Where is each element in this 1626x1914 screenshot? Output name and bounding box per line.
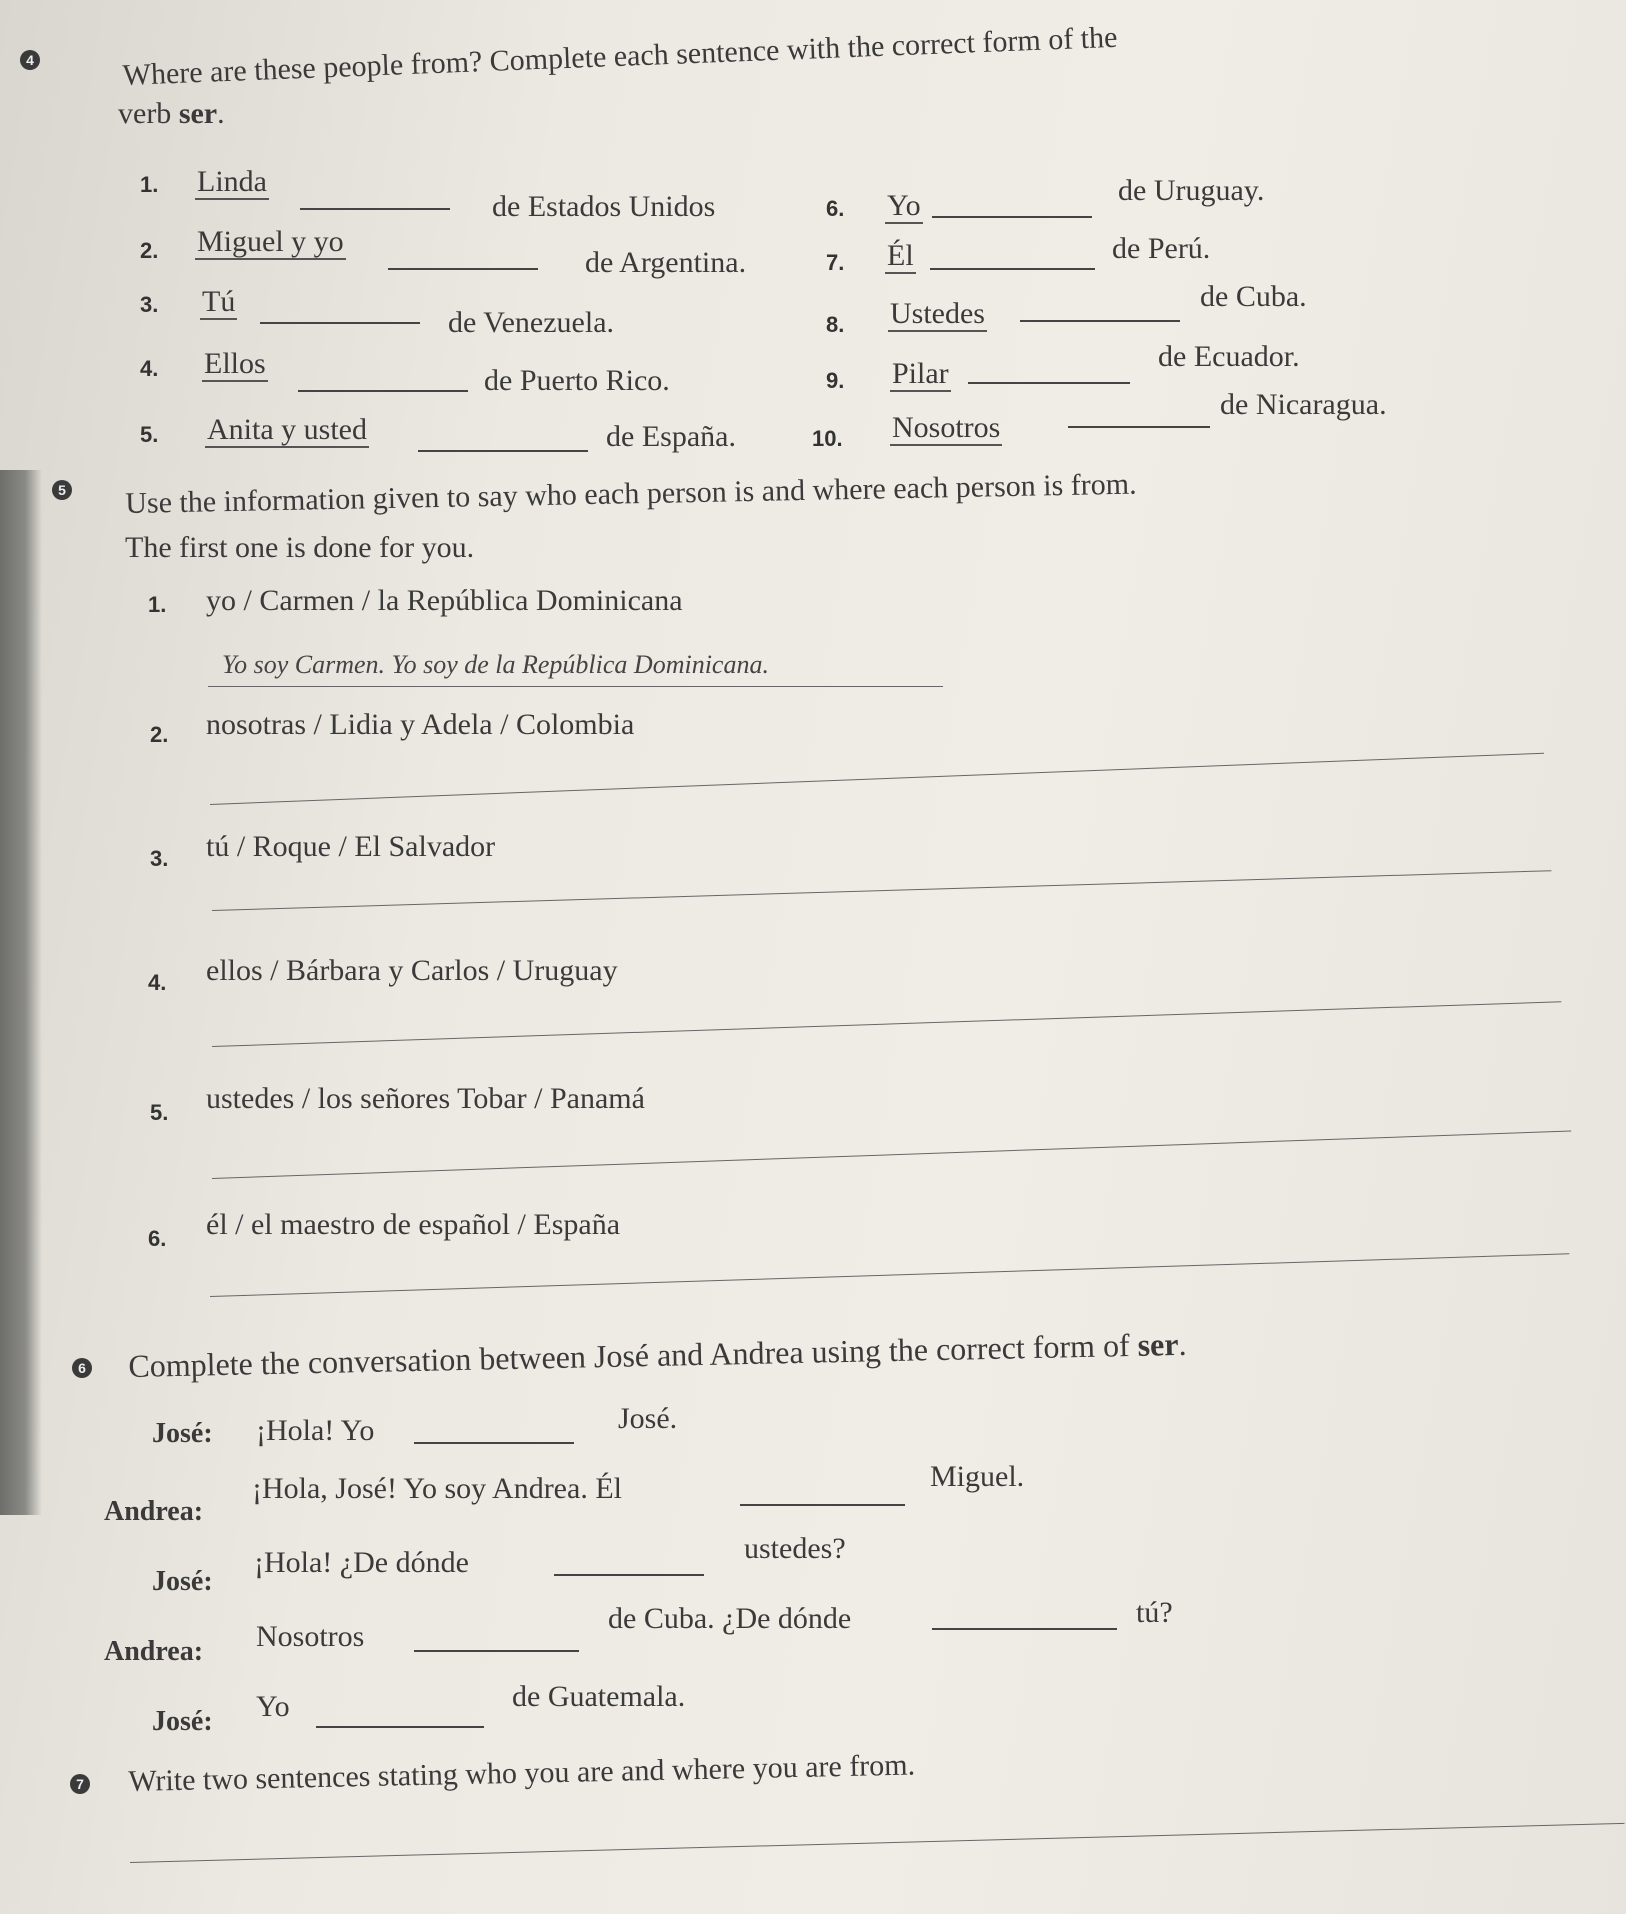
answer-line [208,686,943,687]
answer-line[interactable] [210,1253,1569,1297]
section-4-badge: 4 [20,50,40,70]
answer-blank[interactable] [418,450,588,452]
section-7-badge: 7 [70,1774,90,1794]
item-subject: Ustedes [890,297,985,330]
item-subject: Pilar [892,357,949,390]
answer-blank[interactable] [414,1442,574,1444]
worksheet-page: 4 Where are these people from? Complete each sentence with the correct form of the verb ser. 1. Linda de Estados Unidos 2. Miguel y yo de Argentina. 3. Tú de Venezuela. 4. Ellos de Puerto Rico. 5. Anita y usted de España. 6. Yo de Uruguay. 7. Él de Perú. 8. Ustedes de Cuba. 9. Pilar de Ecuador. 10. Nosotros de Nicaragua. 5 Use the information given to say who each person is and where each person is from. The first one is done for you. 1. yo / Carmen / la República Dominicana Yo soy Carmen. Yo soy de la República Dominicana. 2. nosotras / Lidia y Adela / Colombia 3. tú / Roque / El Salvador 4. ellos / Bárbara y Carlos / Uruguay 5. ustedes / los señores Tobar / Panamá 6. él / el maestro de español / España 6 Complete the conversation between José and Andrea using the correct form of ser. José: ¡Hola! Yo José. Andrea: ¡Hola, José! Yo soy Andrea. Él Miguel. José: ¡Hola! ¿De dónde ustedes? Andrea: Nosotros de Cuba. ¿De dónde tú? José: Yo de Guatemala. 7 Write two sentences stating who you are and where you are from. [0,0,1626,1914]
item-subject: Tú [202,285,236,318]
answer-line[interactable] [212,1131,1571,1179]
section-5-instruction-line1: Use the information given to say who each person is and where each person is from. [125,467,1137,520]
answer-line[interactable] [212,1001,1561,1047]
answer-blank[interactable] [260,322,420,324]
section-5-instruction-line2: The first one is done for you. [125,531,475,564]
answer-blank[interactable] [1020,320,1180,322]
answer-blank[interactable] [554,1574,704,1576]
item-subject: Anita y usted [207,413,367,446]
answer-blank[interactable] [932,216,1092,218]
binder-shadow [0,470,42,1515]
section-4-instruction-line2: verb ser. [118,97,225,130]
section-6-badge: 6 [72,1358,92,1378]
item-subject: Nosotros [892,411,1001,444]
answer-line[interactable] [212,870,1551,911]
answer-blank[interactable] [388,268,538,270]
answer-blank[interactable] [930,268,1095,270]
item-subject: Él [887,239,914,272]
section-6-instruction: Complete the conversation between José and Andrea using the correct form of ser. [128,1325,1187,1384]
answer-blank[interactable] [1068,426,1210,428]
answer-line[interactable] [130,1823,1625,1863]
item-subject: Linda [197,165,267,198]
section-5-badge: 5 [52,480,72,500]
answer-blank[interactable] [932,1628,1117,1630]
example-answer: Yo soy Carmen. Yo soy de la República Dominicana. [222,650,769,679]
item-subject: Ellos [204,347,266,380]
section-4-instruction-line1: Where are these people from? Complete each sentence with the correct form of the [122,20,1118,92]
answer-blank[interactable] [316,1726,484,1728]
answer-blank[interactable] [740,1504,905,1506]
answer-blank[interactable] [414,1650,579,1652]
answer-line[interactable] [210,753,1544,805]
answer-blank[interactable] [968,382,1130,384]
item-subject: Miguel y yo [197,225,344,258]
section-7-instruction: Write two sentences stating who you are and where you are from. [128,1748,916,1798]
item-subject: Yo [887,189,921,222]
answer-blank[interactable] [300,208,450,210]
answer-blank[interactable] [298,390,468,392]
